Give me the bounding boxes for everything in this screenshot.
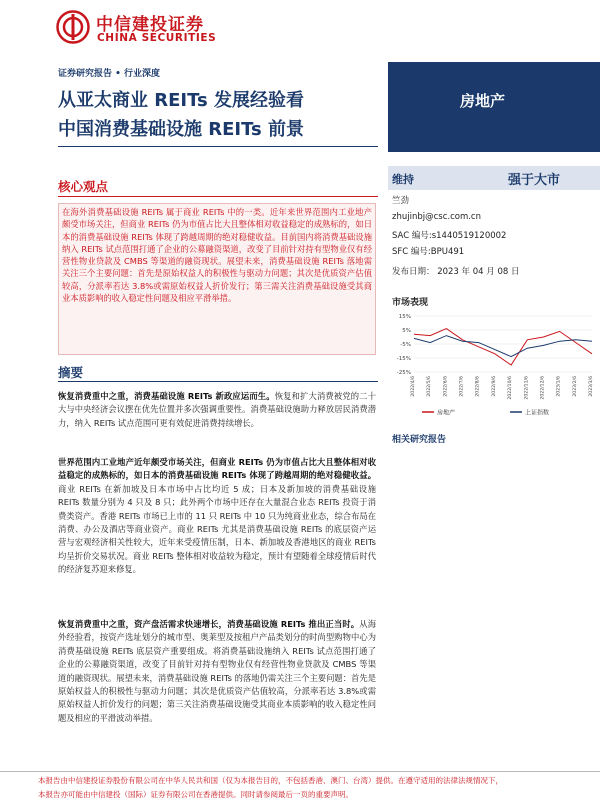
summary-paragraph-3	[58, 618, 376, 725]
analyst-sac-number: SAC 编号:s1440519120002	[392, 231, 507, 241]
summary-heading: 摘要	[58, 365, 84, 380]
x-tick-label: 2022/7/6	[459, 376, 465, 397]
report-title-line1: 从亚太商业 REITs 发展经验看	[58, 90, 304, 111]
analyst-email[interactable]: zhujinbj@csc.com.cn	[392, 212, 481, 222]
series-line-property	[414, 329, 592, 365]
core-view-text: 在海外消费基础设施 REITs 属于商业 REITs 中的一类。近年来世界范围内工业地产颇受市场关注，但商业 REITs 仍为市值占比大且整体相对收益稳定的成熟标的，如日本的消费基础设施 REITs 体现了跨越周期的绝对稳健收益。目前国内将消费基础设施纳入 REITs 试点范围打通了企业的公募融资渠道，改变了目前针对持有型物业仅有经营性物业贷款及 CMBS 等渠道的融资现状。展望未来，消费基础设施 REITs 落地需关注三个主要问题：首先是原始权益人的积极性与驱动力问题；其次是优质资产估值较高，分派率若达 3.8%或需原始权益人折价发行；第三需关注消费基础设施受其商业本质影响的收入稳定性问题及相应平滑举措。	[62, 207, 372, 304]
summary-p3-body: 从海外经验看，按资产选址划分的城市型、奥莱型及按租户产品类划分的时尚型购物中心为消费基础设施 REITs 底层资产重要组成。将消费基础设施纳入 REITs 试点范围打通了企业的公募融资渠道，改变了目前针对持有型物业仅有经营性物业贷款及 CMBS 等渠道的融资现状。展望未来，消费基础设施 REITs 的落地仍需关注三个主要问题：首先是原始权益人的积极性与驱动力问题；其次是优质资产估值较高，分派率若达 3.8%或需原始权益人折价发行的问题；第三关注消费基础设施受其商业本质影响的收入稳定性问题及相应的平滑波动举措。	[58, 619, 376, 723]
rating-action: 维持	[392, 173, 414, 186]
logo-mark-icon	[56, 10, 90, 44]
title-divider	[58, 146, 378, 147]
publish-date: 发布日期： 2023 年 04 月 08 日	[392, 267, 520, 277]
y-tick-label: -5%	[400, 342, 411, 348]
report-title-line2: 中国消费基础设施 REITs 前景	[58, 119, 304, 140]
summary-p2-lead: 世界范围内工业地产近年颇受市场关注，但商业 REITs 仍为市值占比大且整体相对收益稳定的成熟标的，如日本的消费基础设施 REITs 体现了跨越周期的绝对稳健收益。	[58, 457, 376, 481]
market-performance-chart	[388, 308, 598, 420]
y-tick-label: -15%	[396, 356, 411, 362]
x-tick-label: 2022/8/6	[475, 376, 481, 397]
chart-y-ticks	[397, 314, 411, 376]
summary-p2-body: 商业 REITs 在新加坡及日本市场中占比均近 5 成；日本及新加坡的消费基础设施 REITs 数量分别为 4 只及 8 只；此外两个市场中还存在大量混合业态 REITs 投资于消费类资产。香港 REITs 市场已上市的 11 只 REITs 中 10 只为纯商业业态，综合布局在消费、办公及酒店等商业资产。商业 REITs 尤其是消费基础设施 REITs 的底层资产运营与宏观经济相关性较大，近年来受疫情压制，日本、新加坡及香港地区的商业 REITs 均呈折价交易状况。商业 REITs 整体相对收益较为稳定，预计有望随着全球疫情后时代的经济复苏迎来修复。	[58, 483, 376, 575]
x-tick-label: 2022/5/6	[427, 376, 433, 397]
report-type: 证券研究报告 • 行业深度	[58, 69, 161, 79]
company-logo	[56, 8, 226, 48]
legend-label-property: 房地产	[437, 409, 456, 417]
footer-disclaimer-line2: 本报告亦可能由中信建投（国际）证券有限公司在香港提供。同时请参阅最后一页的重要声明。	[38, 790, 353, 799]
sector-label: 房地产	[460, 92, 506, 110]
x-tick-label: 2022/9/6	[491, 376, 497, 397]
market-chart-title: 市场表现	[392, 298, 429, 308]
summary-paragraph-2	[58, 456, 376, 577]
summary-p3-lead: 恢复消费重中之重，资产盘活需求快速增长，消费基础设施 REITs 推出正当时。	[58, 619, 360, 629]
footer-disclaimer-line1: 本报告由中信建投证券股份有限公司在中华人民共和国（仅为本报告目的，不包括香港、澳门、台湾）提供。在遵守适用的法律法规情况下，	[38, 776, 503, 785]
analyst-sfc-number: SFC 编号:BPU491	[392, 247, 465, 257]
x-tick-label: 2022/10/6	[508, 376, 514, 400]
core-view-heading: 核心观点	[58, 179, 109, 194]
summary-paragraph-1	[58, 390, 376, 430]
core-view-divider	[58, 196, 378, 197]
footer-divider	[0, 771, 600, 772]
legend-label-index: 上证指数	[525, 409, 550, 417]
logo-chinese-name: 中信建投证券	[96, 15, 204, 35]
summary-divider	[58, 381, 378, 382]
analyst-name: 竺劲	[392, 196, 410, 206]
x-tick-label: 2022/4/6	[411, 376, 416, 397]
x-tick-label: 2022/12/6	[540, 376, 546, 400]
x-tick-label: 2023/2/6	[572, 376, 578, 397]
chart-grid	[414, 316, 592, 372]
x-tick-label: 2023/3/6	[589, 376, 594, 397]
rating-value: 强于大市	[508, 173, 561, 188]
y-tick-label: 5%	[402, 328, 411, 334]
y-tick-label: -25%	[396, 370, 411, 376]
summary-p1-body: 恢复和扩大消费被党的二十大与中央经济会议摆在优先位置并多次强调重要性。消费基础设施助力释放居民消费潜力，纳入 REITs 试点范围可更有效促进消费持续增长。	[58, 391, 376, 428]
x-tick-label: 2023/1/6	[556, 376, 562, 397]
rating-bar	[388, 166, 600, 190]
logo-english-name: CHINA SECURITIES	[97, 32, 217, 44]
x-tick-label: 2022/6/6	[443, 376, 449, 397]
x-tick-label: 2022/11/6	[524, 376, 530, 400]
summary-p1-lead: 恢复消费重中之重，消费基础设施 REITs 新政应运而生。	[58, 391, 275, 401]
y-tick-label: 15%	[398, 314, 411, 320]
chart-legend	[422, 409, 549, 417]
chart-x-ticks	[410, 376, 594, 400]
series-line-index	[414, 336, 592, 357]
related-reports-heading: 相关研究报告	[392, 435, 447, 445]
